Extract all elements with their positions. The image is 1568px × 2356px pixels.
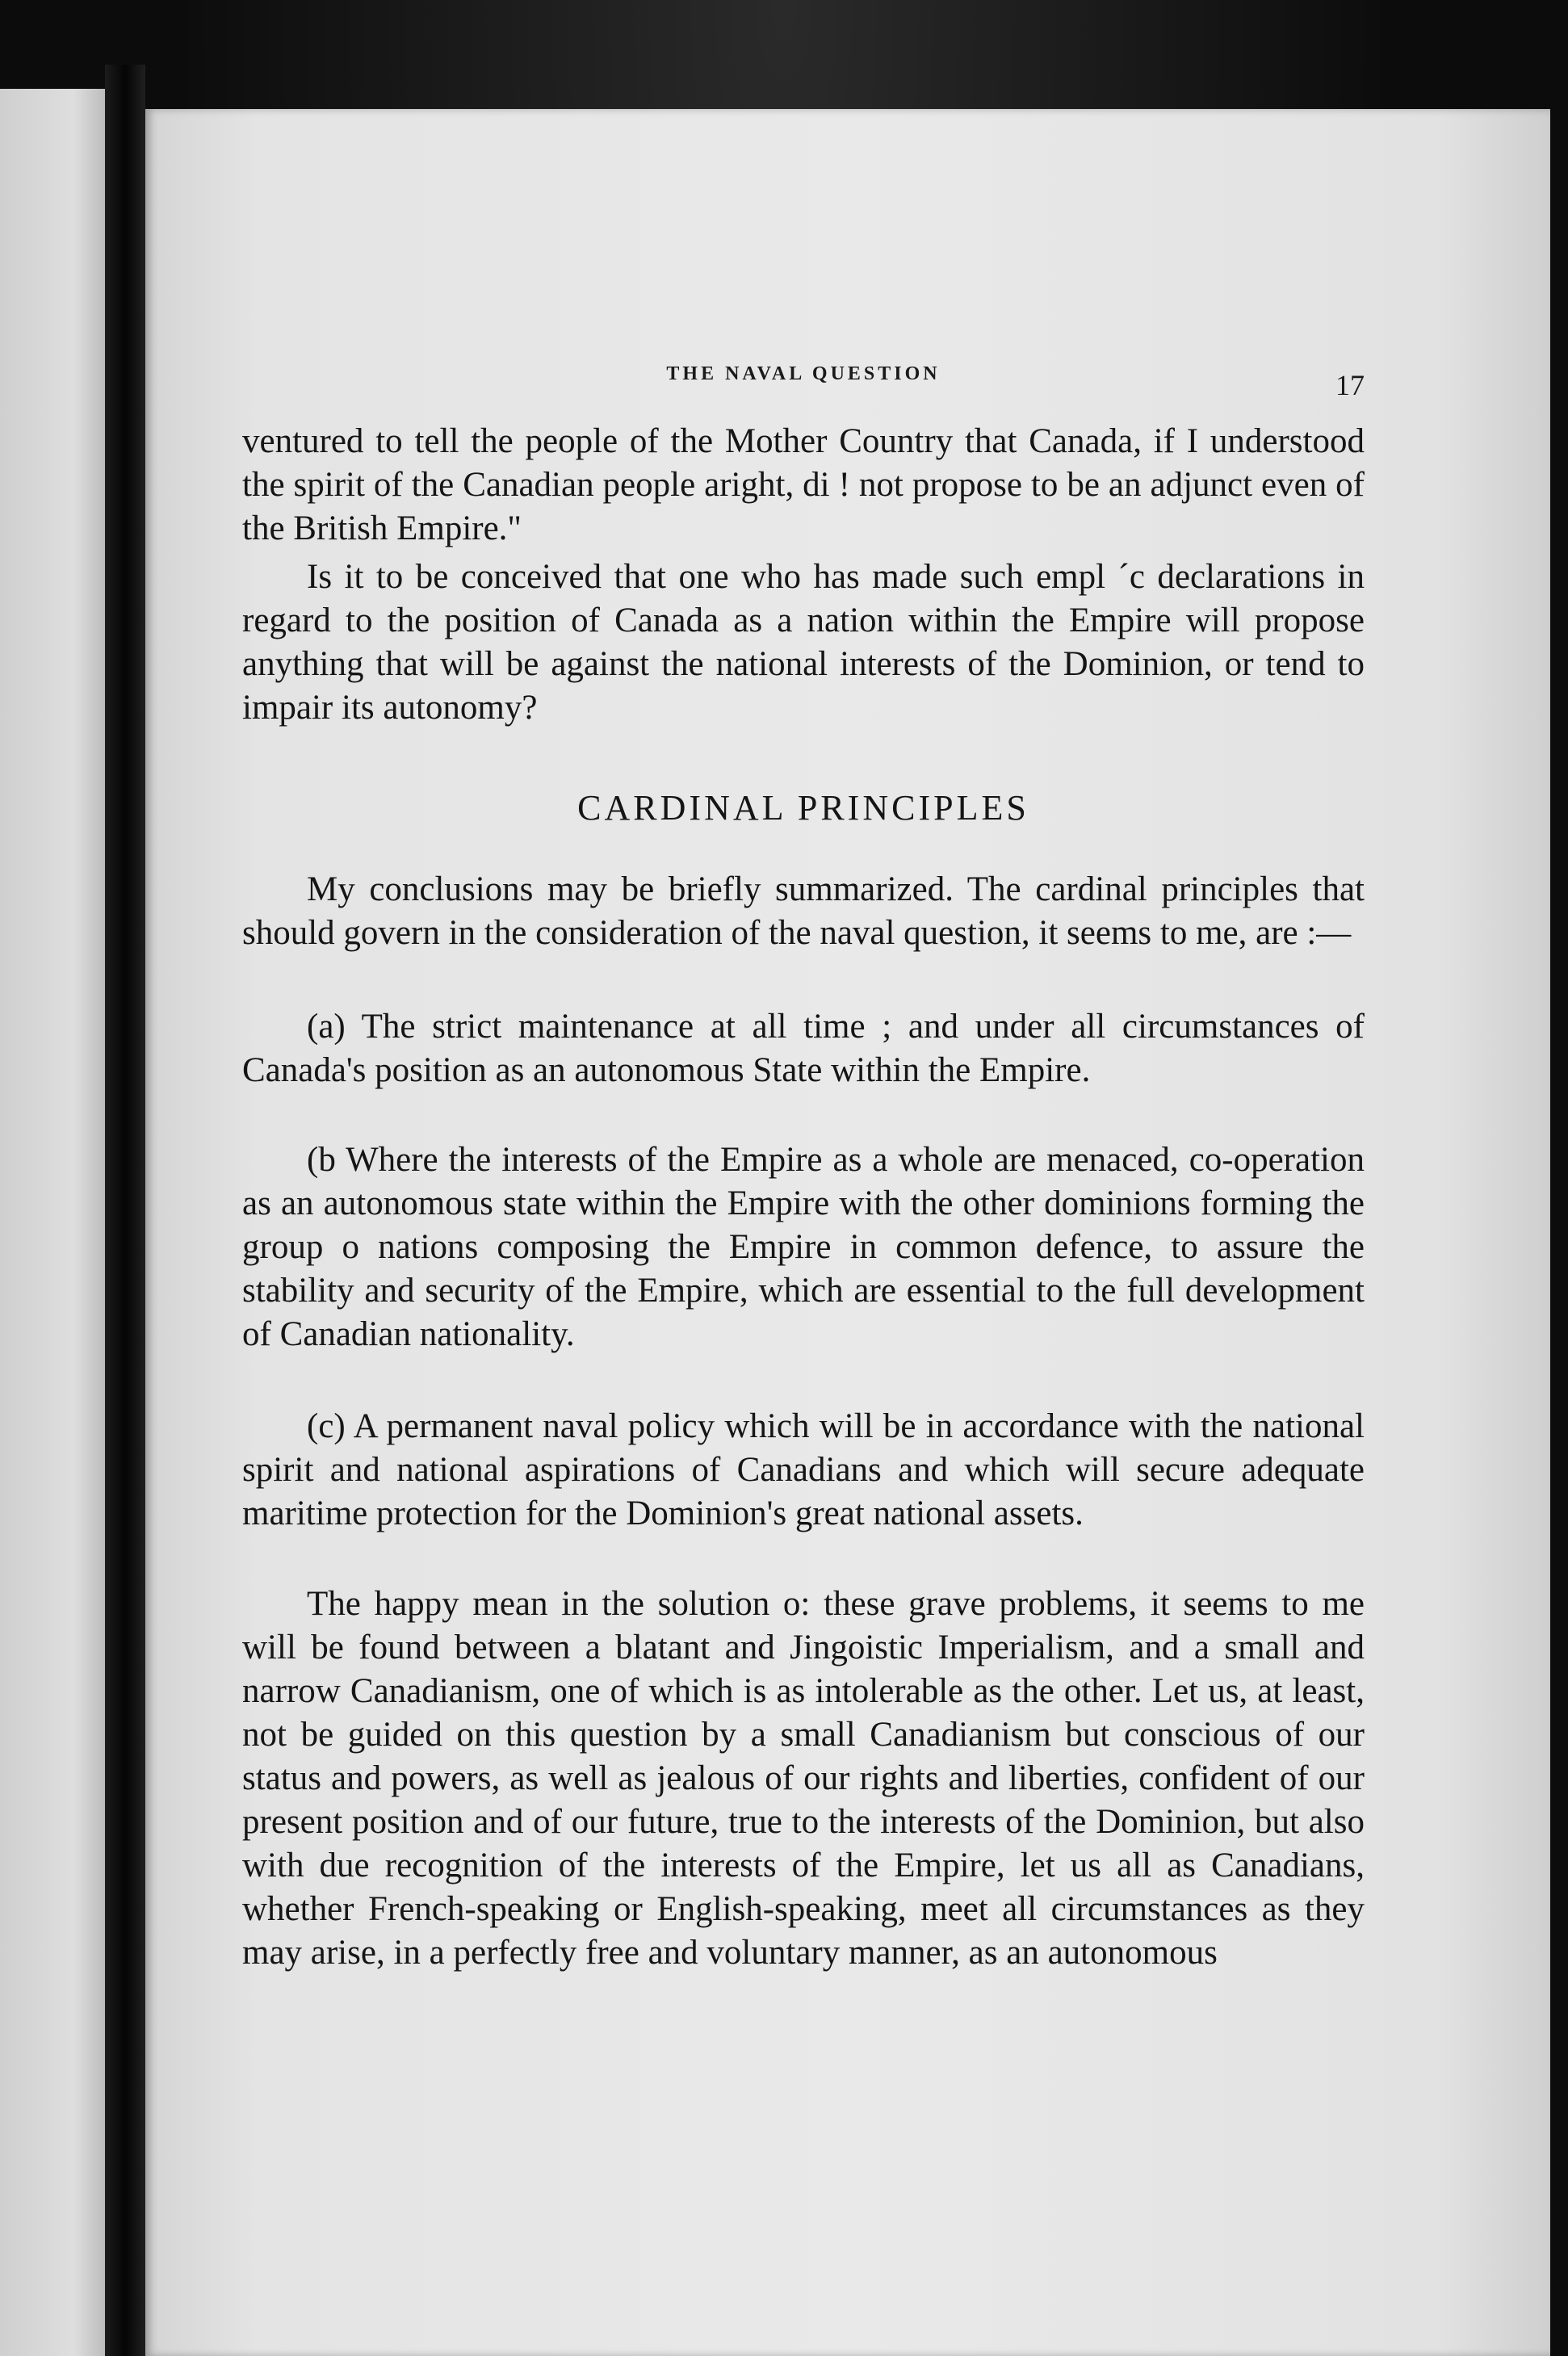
paragraph-conclusions: My conclusions may be briefly summarized. The cardinal principles that should govern in the consideration of the naval question, it seems to me, are :— [242,870,1365,952]
paragraph-happy-mean: The happy mean in the solution o: these grave problems, it seems to me will be found between a blatant and Jingoistic Imperialism, and a small and narrow Canadianism, one of which is as intolerable as the other. Let us, at least, not be guided on this question by a small Canadianism but conscious of our status and powers, as well as jealous of our rights and liberties, confident of our present position and of our future, true to the interests of the Dominion, but also with due recognition of the interests of the Empire, let us all as Canadians, whether French-speaking or English-speaking, meet all circumstances as they may arise, in a perfectly free and voluntary manner, as an autonomous [242,1585,1365,1972]
paragraph-rhetorical-question: Is it to be conceived that one who has made such empl ´c declarations in regard to the position of Canada as a nation within the Empire will propose anything that will be against the national interests of the Dominion, or tend to impair its autonomy? [242,558,1365,727]
paragraph-principle-c: (c) A permanent naval policy which will be in accordance with the national spirit and national aspirations of Canadians and which will secure adequate maritime protection for the Dominion's great national assets. [242,1407,1365,1532]
paragraph-principle-a: (a) The strict maintenance at all time ; and under all circumstances of Canada's position as an autonomous State within the Empire. [242,1008,1365,1089]
paragraph-principle-b: (b Where the interests of the Empire as a whole are menaced, co-operation as an autonomous state within the Empire with the other dominions forming the group o nations composing the Empire in common defence, to assure the stability and security of the Empire, which are essential to the full development of Canadian nationality. [242,1141,1365,1353]
facing-page-edge [0,89,105,2356]
running-head [242,355,1365,404]
running-title: THE NAVAL QUESTION [666,363,941,384]
paragraph-continuation: ventured to tell the people of the Mother Country that Canada, if I understood the spirit of the Canadian people aright, di ! not propose to be an adjunct even of the British Empire." [242,422,1365,547]
book-gutter [105,65,145,2356]
page-number: 17 [1335,369,1365,401]
section-heading: CARDINAL PRINCIPLES [577,788,1029,828]
